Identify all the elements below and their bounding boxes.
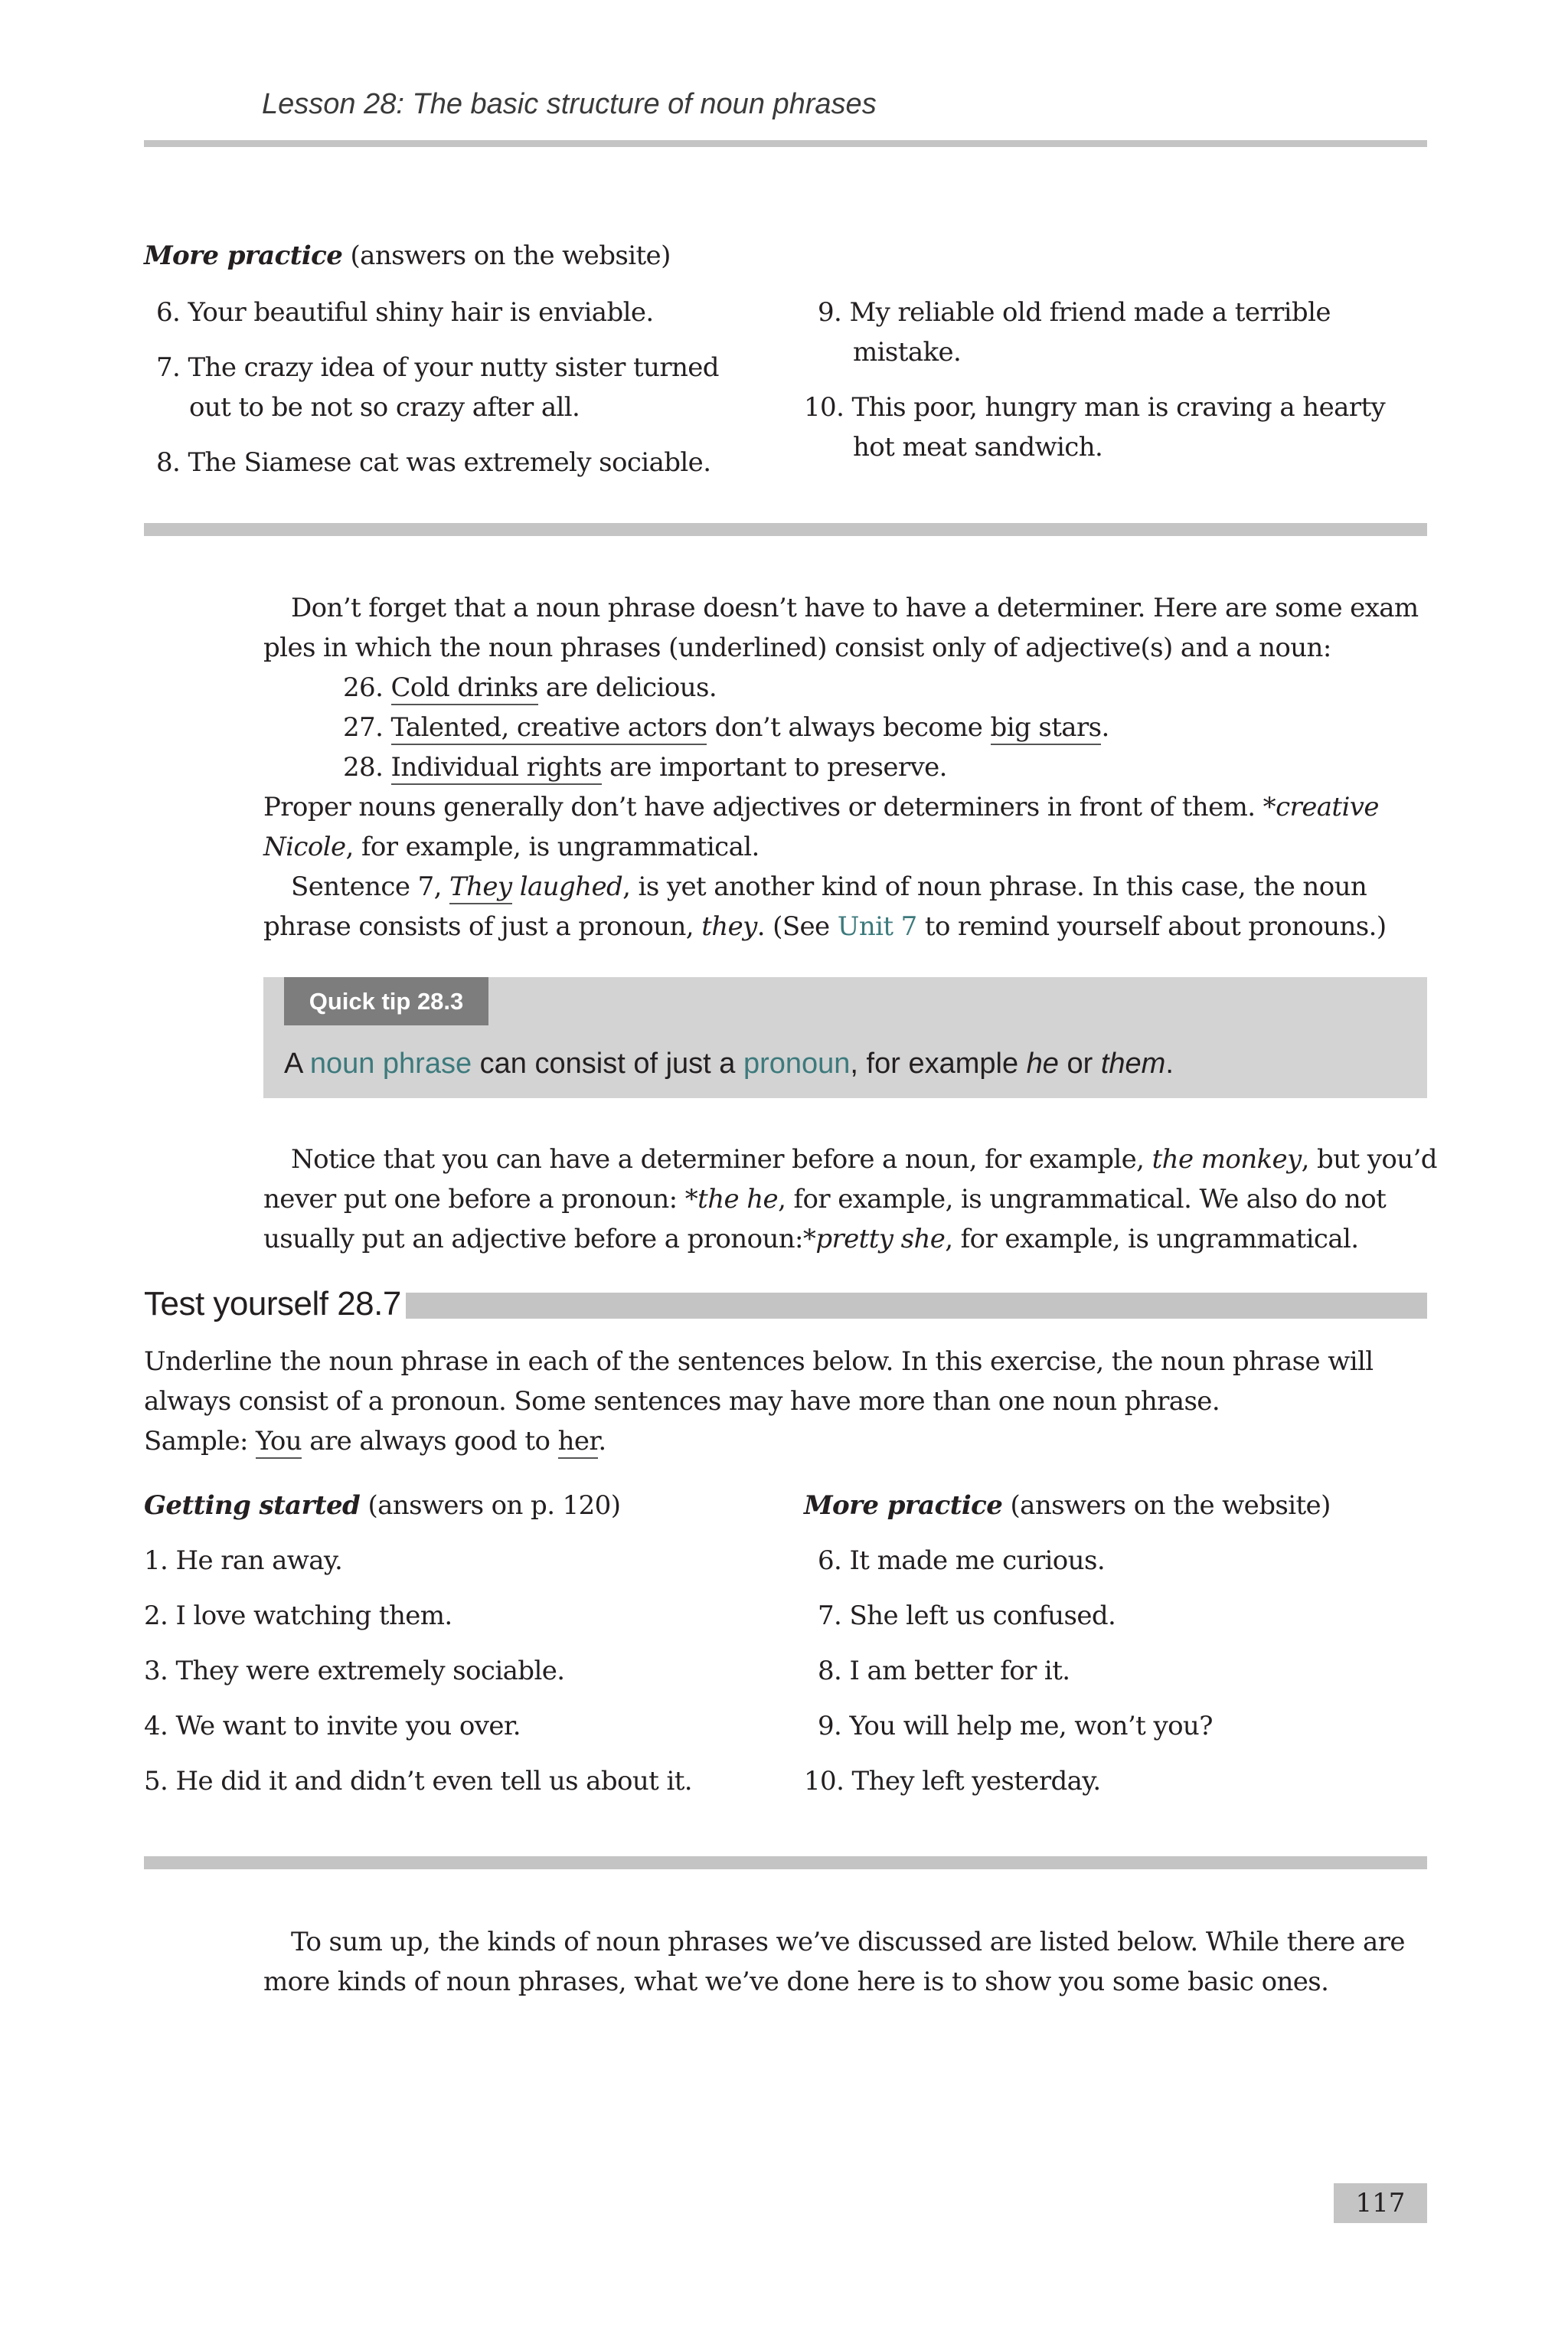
- more-practice-note: (answers on the website): [1010, 1490, 1331, 1521]
- text: , is yet another kind of noun phrase. In this case, the noun: [622, 871, 1367, 902]
- body-line: ples in which the noun phrases (underlined) consist only of adjective(s) and a noun:: [263, 633, 1331, 663]
- exercise-item: [156, 348, 719, 387]
- text: A: [284, 1048, 310, 1080]
- item-text: They were extremely sociable.: [175, 1656, 565, 1686]
- text: , for example, is ungrammatical.: [945, 1224, 1359, 1254]
- example-26: [343, 668, 717, 708]
- item-number: 2.: [144, 1600, 168, 1631]
- text: Notice that you can have a determiner before a noun, for example,: [291, 1144, 1152, 1175]
- item-text: I am better for it.: [849, 1656, 1070, 1686]
- item-text: I love watching them.: [175, 1600, 452, 1631]
- body-line: [263, 1179, 1386, 1219]
- example-number: 28.: [343, 752, 384, 783]
- body-line: [263, 787, 1379, 827]
- summary-line: more kinds of noun phrases, what we’ve done here is to show you some basic ones.: [263, 1967, 1329, 1997]
- exercise-item-continued: out to be not so crazy after all.: [189, 392, 580, 423]
- italic-text: pretty she: [815, 1224, 946, 1254]
- item-text: They left yesterday.: [851, 1766, 1101, 1797]
- text: , for example: [850, 1048, 1027, 1080]
- body-line: [263, 827, 760, 867]
- exercise-item: [818, 1541, 1105, 1581]
- header-rule: [144, 140, 1427, 147]
- item-number: 10.: [804, 1766, 844, 1797]
- italic-text: creative: [1276, 792, 1379, 822]
- italic-text: the he: [697, 1184, 779, 1215]
- text: .: [598, 1426, 606, 1457]
- unit-7-link[interactable]: Unit 7: [837, 911, 917, 942]
- exercise-item: [156, 443, 710, 482]
- italic-text: the monkey: [1152, 1144, 1302, 1175]
- underlined-noun-phrase: Individual rights: [391, 752, 602, 785]
- item-number: 10.: [804, 392, 844, 423]
- exercise-item: [818, 1651, 1070, 1691]
- sample-line: [144, 1421, 606, 1461]
- item-text: Your beautiful shiny hair is enviable.: [188, 297, 654, 328]
- exercise-item-continued: mistake.: [853, 337, 962, 368]
- quick-tip-label: Quick tip 28.3: [284, 977, 488, 1025]
- item-number: 5.: [144, 1766, 168, 1797]
- instruction-line: always consist of a pronoun. Some sentences may have more than one noun phrase.: [144, 1386, 1220, 1417]
- text: , but you’d: [1301, 1144, 1437, 1175]
- item-number: 9.: [818, 297, 842, 328]
- example-number: 26.: [343, 672, 384, 703]
- exercise-item: [818, 1596, 1116, 1636]
- item-number: 4.: [144, 1711, 168, 1741]
- more-practice-title: More practice: [804, 1490, 1003, 1521]
- body-line: Don’t forget that a noun phrase doesn’t have to have a determiner. Here are some exam: [291, 593, 1419, 623]
- exercise-item: [144, 1651, 564, 1691]
- quick-tip-text: [284, 1048, 1174, 1081]
- item-number: 7.: [818, 1600, 842, 1631]
- item-number: 6.: [818, 1545, 842, 1576]
- underlined-noun-phrase: They: [449, 871, 512, 904]
- exercise-item: [804, 387, 1385, 427]
- summary-line: To sum up, the kinds of noun phrases we’ve discussed are listed below. While there are: [291, 1927, 1405, 1957]
- item-text: She left us confused.: [849, 1600, 1116, 1631]
- text: Sentence 7,: [291, 871, 450, 902]
- item-text: The crazy idea of your nutty sister turned: [188, 352, 719, 383]
- italic-text: laughed: [511, 871, 623, 902]
- text: usually put an adjective before a pronoun:*: [263, 1224, 816, 1254]
- item-number: 7.: [156, 352, 181, 383]
- item-text: My reliable old friend made a terrible: [849, 297, 1331, 328]
- getting-started-note: (answers on p. 120): [368, 1490, 621, 1521]
- exercise-item: [144, 1761, 692, 1801]
- text: to remind yourself about pronouns.): [916, 911, 1387, 942]
- underlined-noun-phrase: Cold drinks: [391, 672, 538, 705]
- more-practice-heading: [804, 1486, 1331, 1525]
- italic-text: they: [701, 911, 757, 942]
- getting-started-title: Getting started: [144, 1490, 361, 1521]
- example-number: 27.: [343, 712, 384, 743]
- exercise-item: [144, 1596, 452, 1636]
- exercise-item: [144, 1541, 342, 1581]
- pronoun-link[interactable]: pronoun: [743, 1048, 851, 1080]
- test-title-bar: [406, 1293, 1427, 1319]
- text: Proper nouns generally don’t have adjectives or determiners in front of them. *: [263, 792, 1276, 822]
- italic-text: he: [1026, 1048, 1059, 1080]
- example-28: [343, 747, 947, 787]
- item-number: 6.: [156, 297, 181, 328]
- item-text: He ran away.: [175, 1545, 343, 1576]
- text: .: [1165, 1048, 1174, 1080]
- underlined-noun-phrase: big stars: [991, 712, 1102, 745]
- example-text: don’t always become: [707, 712, 991, 743]
- body-line: [291, 1139, 1437, 1179]
- exercise-item-continued: hot meat sandwich.: [853, 432, 1103, 463]
- underlined-noun-phrase: her: [558, 1426, 599, 1459]
- body-line: [263, 907, 1387, 947]
- body-line: [263, 1219, 1358, 1259]
- underlined-noun-phrase: You: [256, 1426, 302, 1459]
- text: . (See: [756, 911, 838, 942]
- text: phrase consists of just a pronoun,: [263, 911, 702, 942]
- getting-started-heading: [144, 1486, 620, 1525]
- item-text: This poor, hungry man is craving a hearty: [851, 392, 1386, 423]
- instruction-line: Underline the noun phrase in each of the sentences below. In this exercise, the noun phrase will: [144, 1346, 1374, 1377]
- italic-text: them: [1100, 1048, 1166, 1080]
- section-rule: [144, 1856, 1427, 1869]
- item-number: 8.: [818, 1656, 842, 1686]
- example-text: are delicious.: [537, 672, 717, 703]
- example-27: [343, 708, 1109, 747]
- noun-phrase-link[interactable]: noun phrase: [309, 1048, 472, 1080]
- item-text: The Siamese cat was extremely sociable.: [188, 447, 711, 478]
- text: Sample:: [144, 1426, 256, 1457]
- text: , for example, is ungrammatical.: [345, 832, 760, 862]
- item-text: It made me curious.: [849, 1545, 1106, 1576]
- item-text: We want to invite you over.: [175, 1711, 521, 1741]
- more-practice-title: More practice: [144, 240, 343, 271]
- item-text: He did it and didn’t even tell us about it.: [175, 1766, 692, 1797]
- more-practice-note: (answers on the website): [350, 240, 671, 271]
- item-number: 1.: [144, 1545, 168, 1576]
- text: , for example, is ungrammatical. We also do not: [778, 1184, 1387, 1215]
- item-number: 3.: [144, 1656, 168, 1686]
- item-text: You will help me, won’t you?: [849, 1711, 1213, 1741]
- more-practice-heading: [144, 236, 671, 276]
- item-number: 9.: [818, 1711, 842, 1741]
- text: can consist of just a: [472, 1048, 743, 1080]
- text: or: [1058, 1048, 1101, 1080]
- text: never put one before a pronoun: *: [263, 1184, 698, 1215]
- example-text: .: [1101, 712, 1109, 743]
- exercise-item: [144, 1706, 521, 1746]
- exercise-item: [804, 1761, 1101, 1801]
- exercise-item: [818, 293, 1331, 332]
- underlined-noun-phrase: Talented, creative actors: [391, 712, 707, 745]
- test-yourself-title: Test yourself 28.7: [144, 1285, 401, 1323]
- text: are always good to: [302, 1426, 558, 1457]
- body-line: [291, 867, 1367, 907]
- running-head: Lesson 28: The basic structure of noun phrases: [262, 88, 877, 120]
- page-number: 117: [1334, 2183, 1427, 2223]
- example-text: are important to preserve.: [601, 752, 947, 783]
- exercise-item: [818, 1706, 1213, 1746]
- exercise-item: [156, 293, 654, 332]
- italic-text: Nicole: [263, 832, 346, 862]
- section-rule: [144, 523, 1427, 536]
- item-number: 8.: [156, 447, 181, 478]
